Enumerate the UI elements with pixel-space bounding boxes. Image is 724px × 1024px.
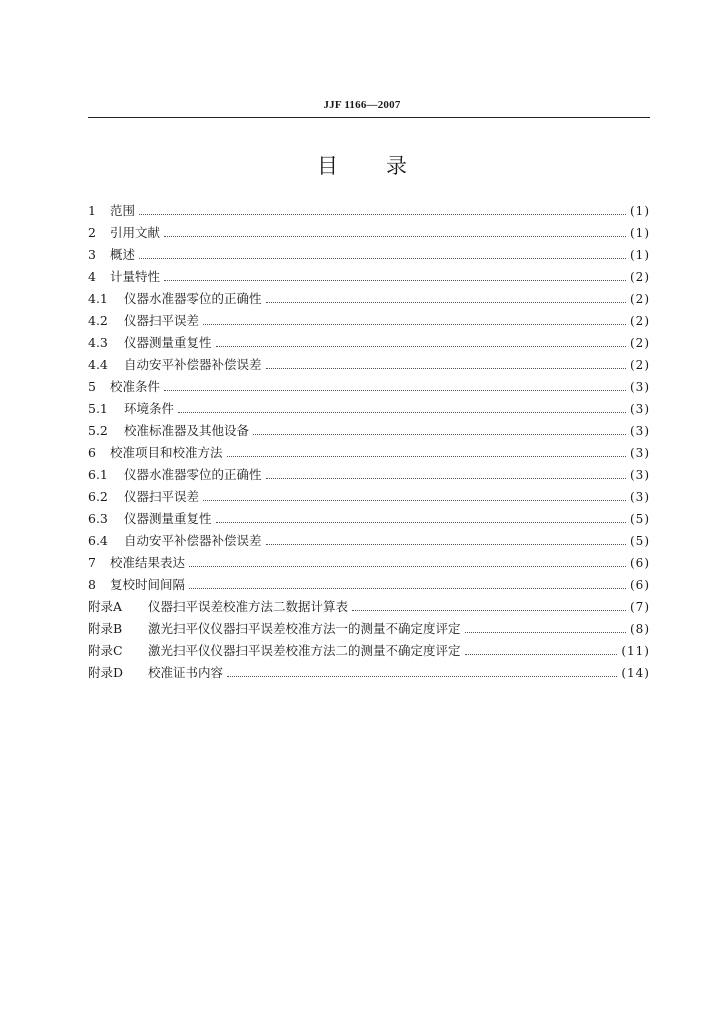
toc-page: (6) [630,578,650,592]
toc-label: 校准证书内容 [148,665,224,680]
toc-leader [189,565,626,567]
toc-entry[interactable] [88,332,650,354]
toc-number: 附录A [88,599,123,614]
toc-leader [266,477,626,479]
title-char-left: 目 [317,154,338,178]
toc-entry[interactable] [88,420,650,442]
toc-number: 4.3 [88,335,108,350]
toc-page: (5) [630,534,650,548]
toc-entry[interactable] [88,530,650,552]
toc-leader [266,367,626,369]
toc-entry[interactable] [88,200,650,222]
toc-page: (3) [630,468,650,482]
toc-label: 概述 [110,247,136,262]
toc-page: (2) [630,292,650,306]
toc-page: (3) [630,380,650,394]
toc-leader [164,279,626,281]
header-rule [88,117,650,118]
toc-page: (3) [630,402,650,416]
toc-entry[interactable] [88,376,650,398]
toc-number: 附录C [88,643,123,658]
toc-number: 1 [88,203,96,218]
toc-leader [465,653,618,655]
toc-number: 6.4 [88,533,108,548]
toc-label: 环境条件 [124,401,175,416]
toc-number: 附录B [88,621,123,636]
toc-entry[interactable] [88,288,650,310]
toc-leader [216,521,626,523]
toc-number: 4.4 [88,357,108,372]
toc-leader [139,257,626,259]
toc-page: (1) [630,248,650,262]
toc-entry[interactable] [88,662,650,684]
toc-number: 附录D [88,665,124,680]
toc-leader [203,323,626,325]
toc-number: 6.1 [88,467,108,482]
toc-number: 8 [88,577,96,592]
toc-page: (3) [630,424,650,438]
toc-label: 仪器扫平误差 [124,489,200,504]
toc-number: 4 [88,269,96,284]
toc-page: (2) [630,270,650,284]
toc-label: 校准条件 [110,379,161,394]
toc-page: (11) [621,644,650,658]
toc-leader [253,433,626,435]
toc-leader [266,301,626,303]
toc-label: 自动安平补偿器补偿误差 [124,533,262,548]
toc-leader [266,543,626,545]
toc-leader [227,455,626,457]
toc-entry[interactable] [88,596,650,618]
toc-leader [164,235,626,237]
table-of-contents [88,200,650,684]
toc-number: 6.2 [88,489,108,504]
toc-number: 2 [88,225,96,240]
title-char-right: 录 [386,154,407,178]
toc-leader [203,499,626,501]
toc-entry[interactable] [88,354,650,376]
toc-label: 仪器水准器零位的正确性 [124,291,262,306]
toc-number: 4.2 [88,313,108,328]
toc-entry[interactable] [88,552,650,574]
toc-page: (5) [630,512,650,526]
toc-label: 仪器水准器零位的正确性 [124,467,262,482]
toc-entry[interactable] [88,222,650,244]
toc-entry[interactable] [88,574,650,596]
toc-entry[interactable] [88,618,650,640]
toc-leader [352,609,626,611]
toc-entry[interactable] [88,640,650,662]
toc-label: 校准结果表达 [110,555,186,570]
toc-number: 6.3 [88,511,108,526]
toc-entry[interactable] [88,398,650,420]
toc-entry[interactable] [88,244,650,266]
toc-label: 仪器测量重复性 [124,335,212,350]
toc-label: 校准标准器及其他设备 [124,423,250,438]
toc-label: 范围 [110,203,136,218]
toc-leader [227,675,617,677]
toc-page: (2) [630,358,650,372]
toc-label: 校准项目和校准方法 [110,445,223,460]
toc-number: 7 [88,555,96,570]
toc-entry[interactable] [88,464,650,486]
toc-page: (2) [630,336,650,350]
toc-page: (3) [630,446,650,460]
toc-label: 引用文献 [110,225,161,240]
toc-number: 5.2 [88,423,108,438]
toc-leader [465,631,626,633]
toc-page: (3) [630,490,650,504]
toc-leader [216,345,626,347]
toc-label: 仪器扫平误差 [124,313,200,328]
toc-label: 激光扫平仪仪器扫平误差校准方法二的测量不确定度评定 [148,643,461,658]
toc-page: (8) [630,622,650,636]
toc-page: (2) [630,314,650,328]
toc-number: 3 [88,247,96,262]
toc-page: (14) [621,666,650,680]
toc-entry[interactable] [88,508,650,530]
toc-label: 计量特性 [110,269,161,284]
page-title [0,150,724,180]
toc-label: 仪器扫平误差校准方法二数据计算表 [148,599,349,614]
toc-page: (6) [630,556,650,570]
toc-entry[interactable] [88,310,650,332]
document-code-header: JJF 1166—2007 [323,99,401,111]
toc-label: 激光扫平仪仪器扫平误差校准方法一的测量不确定度评定 [148,621,461,636]
toc-leader [139,213,626,215]
toc-label: 仪器测量重复性 [124,511,212,526]
toc-label: 复校时间间隔 [110,577,186,592]
toc-page: (1) [630,204,650,218]
toc-leader [178,411,626,413]
toc-entry[interactable] [88,442,650,464]
toc-page: (7) [630,600,650,614]
toc-entry[interactable] [88,486,650,508]
toc-number: 4.1 [88,291,108,306]
toc-entry[interactable] [88,266,650,288]
toc-number: 5 [88,379,96,394]
toc-label: 自动安平补偿器补偿误差 [124,357,262,372]
toc-number: 6 [88,445,96,460]
toc-leader [164,389,626,391]
toc-page: (1) [630,226,650,240]
toc-number: 5.1 [88,401,108,416]
toc-leader [189,587,626,589]
